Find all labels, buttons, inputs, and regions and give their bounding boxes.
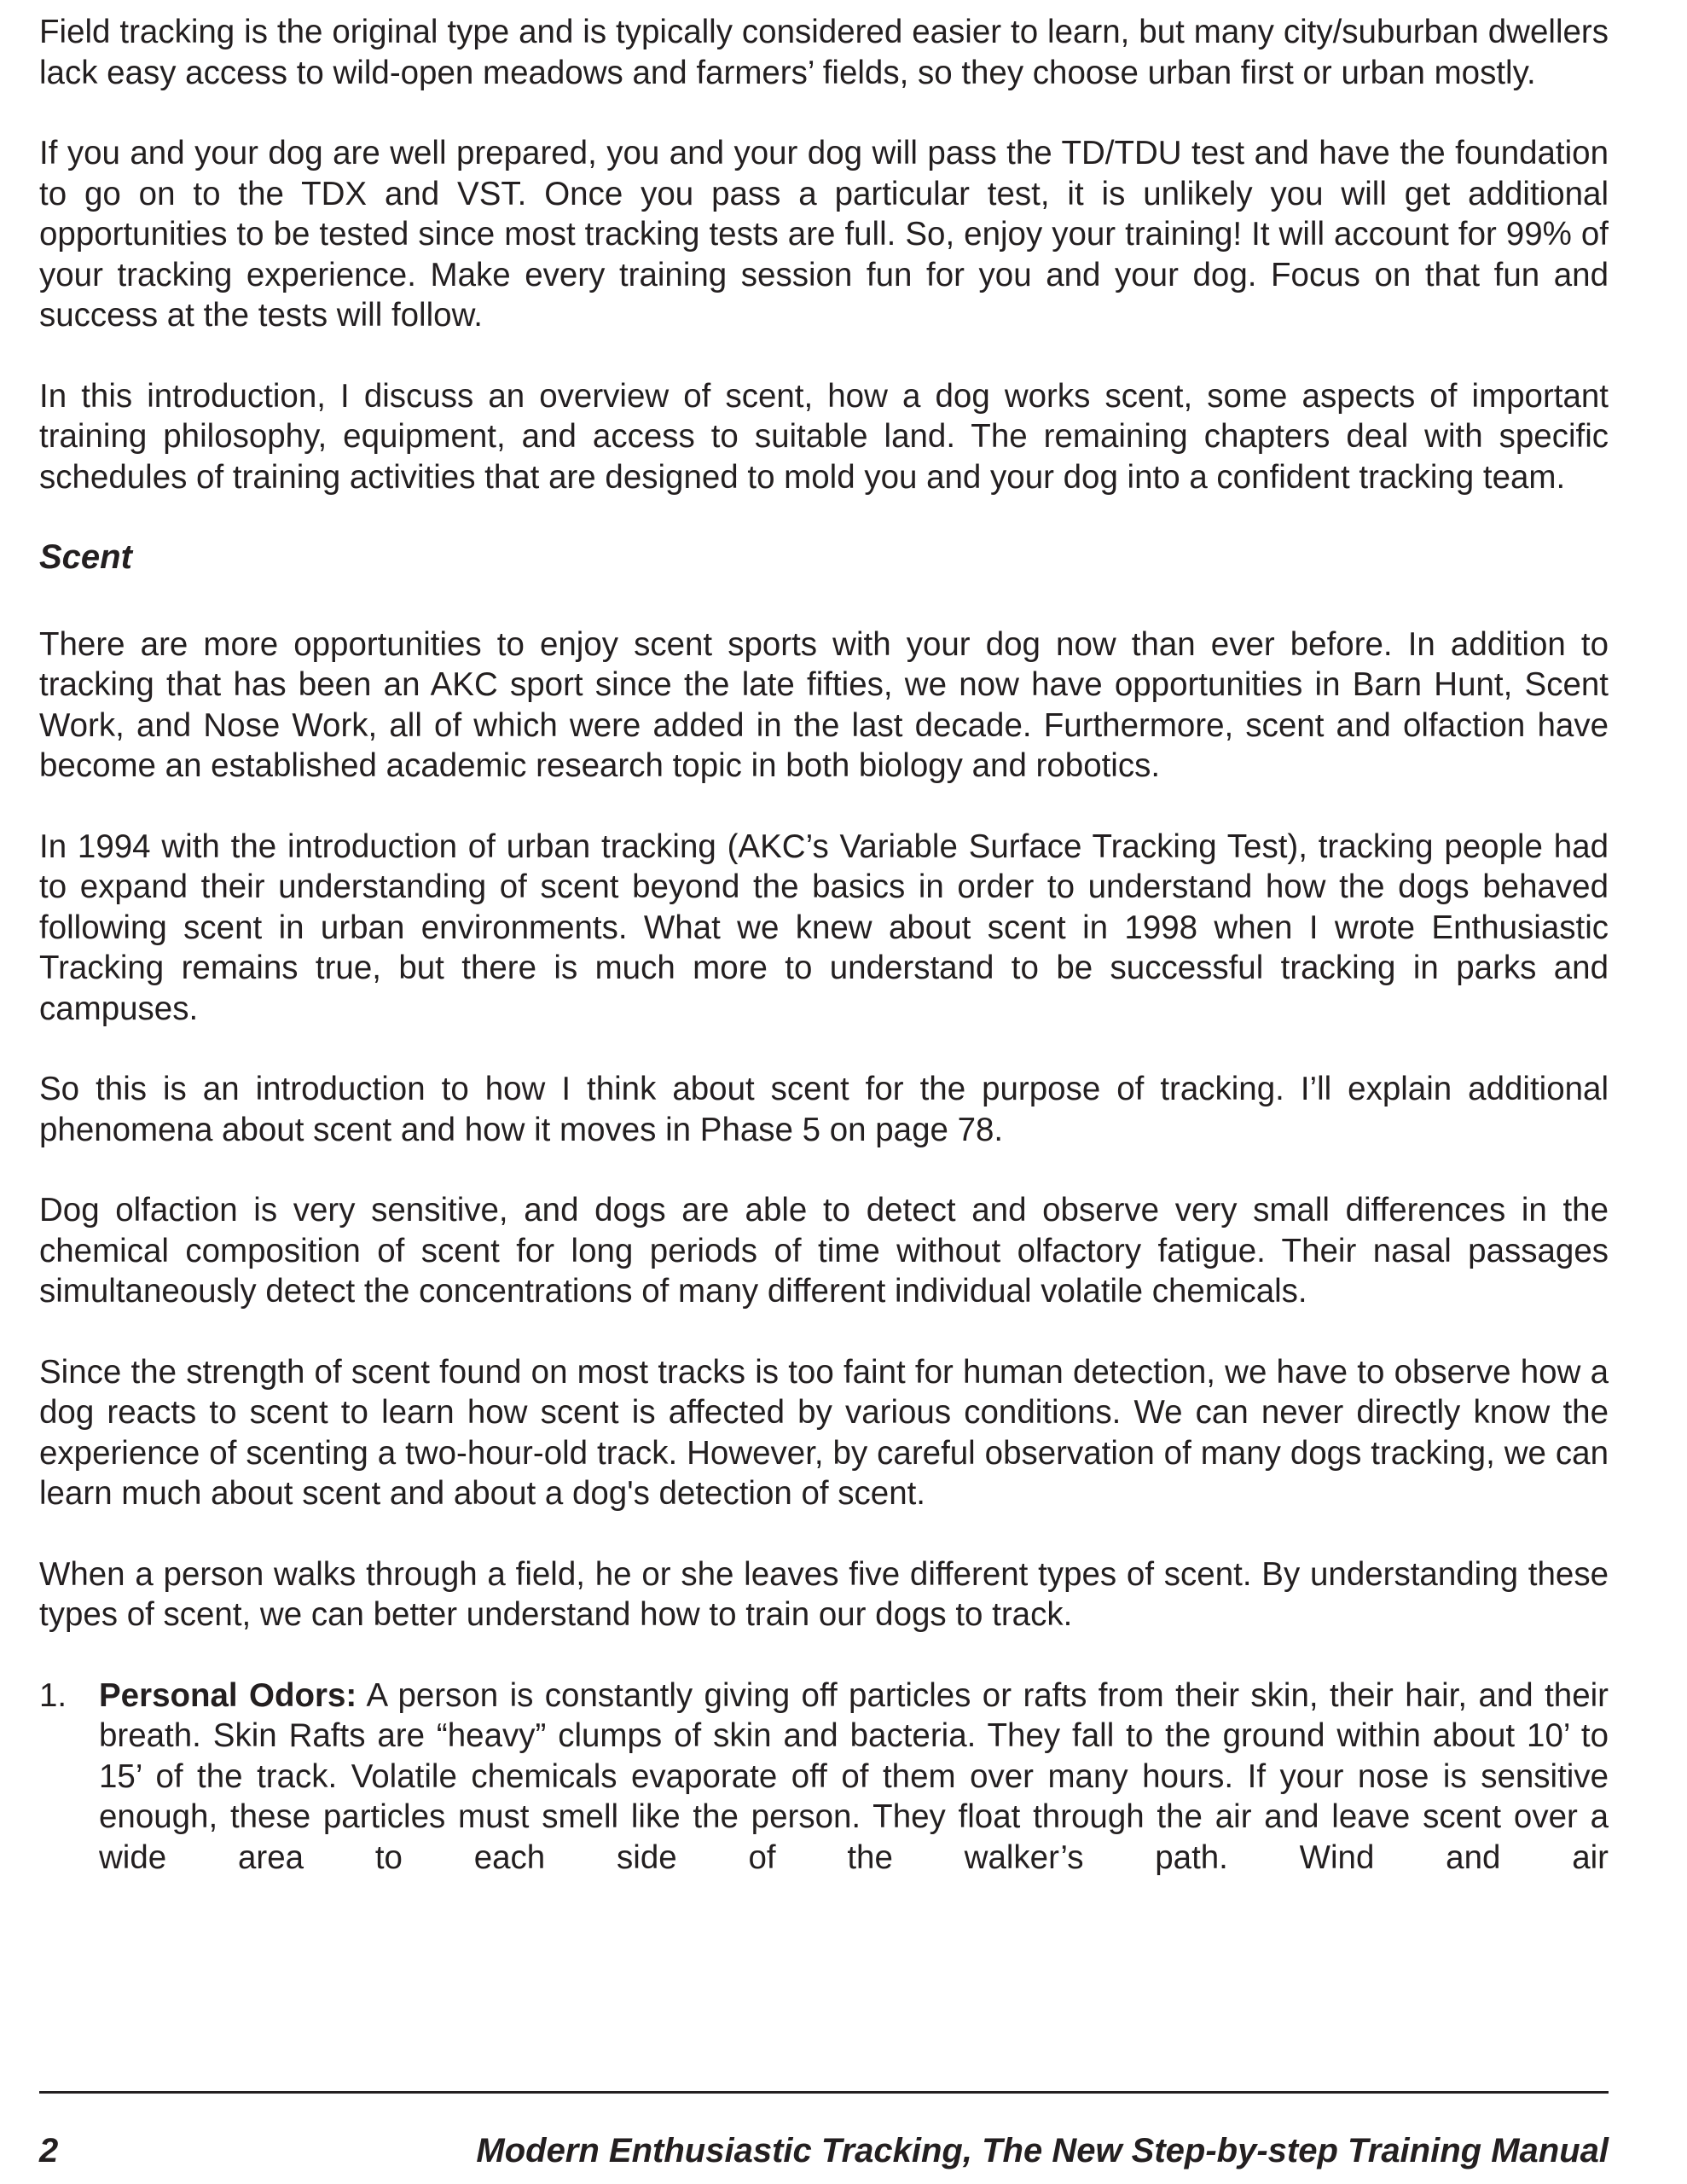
paragraph-five-scent-types: When a person walks through a field, he or she leaves five different types of scent. By understanding these types of scent, we can better understand how to train our dogs to track. <box>39 1555 1609 1633</box>
paragraph-field-tracking: Field tracking is the original type and is typically considered easier to learn, but many city/suburban dwellers lack easy access to wild-open meadows and farmers’ fields, so they choose urban first or urban mostly. <box>39 14 1609 91</box>
list-item-text: A person is constantly giving off particles or rafts from their skin, their hair, and their breath. Skin Rafts are “heavy” clumps of skin and bacteria. They fall to the ground within about 10’ to 15’ of the track. Volatile chemicals evaporate off of them over many hours. If your nose is sensitive enough, these particles must smell like the person. They float through the air and leave scent over a wide area to each side of the walker’s path. Wind and air <box>99 1676 1609 1876</box>
paragraph-well-prepared: If you and your dog are well prepared, you and your dog will pass the TD/TDU test and have the foundation to go on to the TDX and VST. Once you pass a particular test, it is unlikely you will get additional opportunities to be tested since most tracking tests are full. So, enjoy your training! It will account for 99% of your tracking experience. Make every training session fun for you and your dog. Focus on that fun and success at the tests will follow. <box>39 135 1609 334</box>
list-item-term: Personal Odors: <box>99 1676 357 1714</box>
page-body <box>39 12 1609 1878</box>
paragraph-scent-strength: Since the strength of scent found on most tracks is too faint for human detection, we have to observe how a dog reacts to scent to learn how scent is affected by various conditions. We can never directly know the experience of scenting a two-hour-old track. However, by careful observation of many dogs tracking, we can learn much about scent and about a dog's detection of scent. <box>39 1353 1609 1512</box>
section-heading-scent: Scent <box>39 538 132 576</box>
paragraph-scent-sports: There are more opportunities to enjoy scent sports with your dog now than ever before. In addition to tracking that has been an AKC sport since the late fifties, we now have opportunities in Barn Hunt, Scent Work, and Nose Work, all of which were added in the last decade. Furthermore, scent and olfaction have become an established academic research topic in both biology and robotics. <box>39 625 1609 784</box>
list-item-number: 1. <box>39 1676 67 1714</box>
paragraph-urban-tracking: In 1994 with the introduction of urban tracking (AKC’s Variable Surface Tracking Test), tracking people had to expand their understanding of scent beyond the basics in order to understand how the dogs behaved following scent in urban environments. What we knew about scent in 1998 when I wrote Enthusiastic Tracking remains true, but there is much more to understand to be successful tracking in parks and campuses. <box>39 828 1609 1027</box>
paragraph-scent-introduction: So this is an introduction to how I think about scent for the purpose of tracking. I’ll explain additional phenomena about scent and how it moves in Phase 5 on page 78. <box>39 1071 1609 1148</box>
footer-divider <box>39 2091 1609 2094</box>
list-item-personal-odors <box>39 1676 1609 1879</box>
page-footer <box>39 2129 1609 2172</box>
paragraph-dog-olfaction: Dog olfaction is very sensitive, and dogs are able to detect and observe very small differences in the chemical composition of scent for long periods of time without olfactory fatigue. Their nasal passages simultaneously detect the concentrations of many different individual volatile chemicals. <box>39 1192 1609 1310</box>
running-book-title: Modern Enthusiastic Tracking, The New Step-by-step Training Manual <box>476 2132 1609 2169</box>
page-number: 2 <box>39 2132 59 2169</box>
paragraph-introduction-overview: In this introduction, I discuss an overview of scent, how a dog works scent, some aspects of important training philosophy, equipment, and access to suitable land. The remaining chapters deal with specific schedules of training activities that are designed to mold you and your dog into a confident tracking team. <box>39 377 1609 496</box>
